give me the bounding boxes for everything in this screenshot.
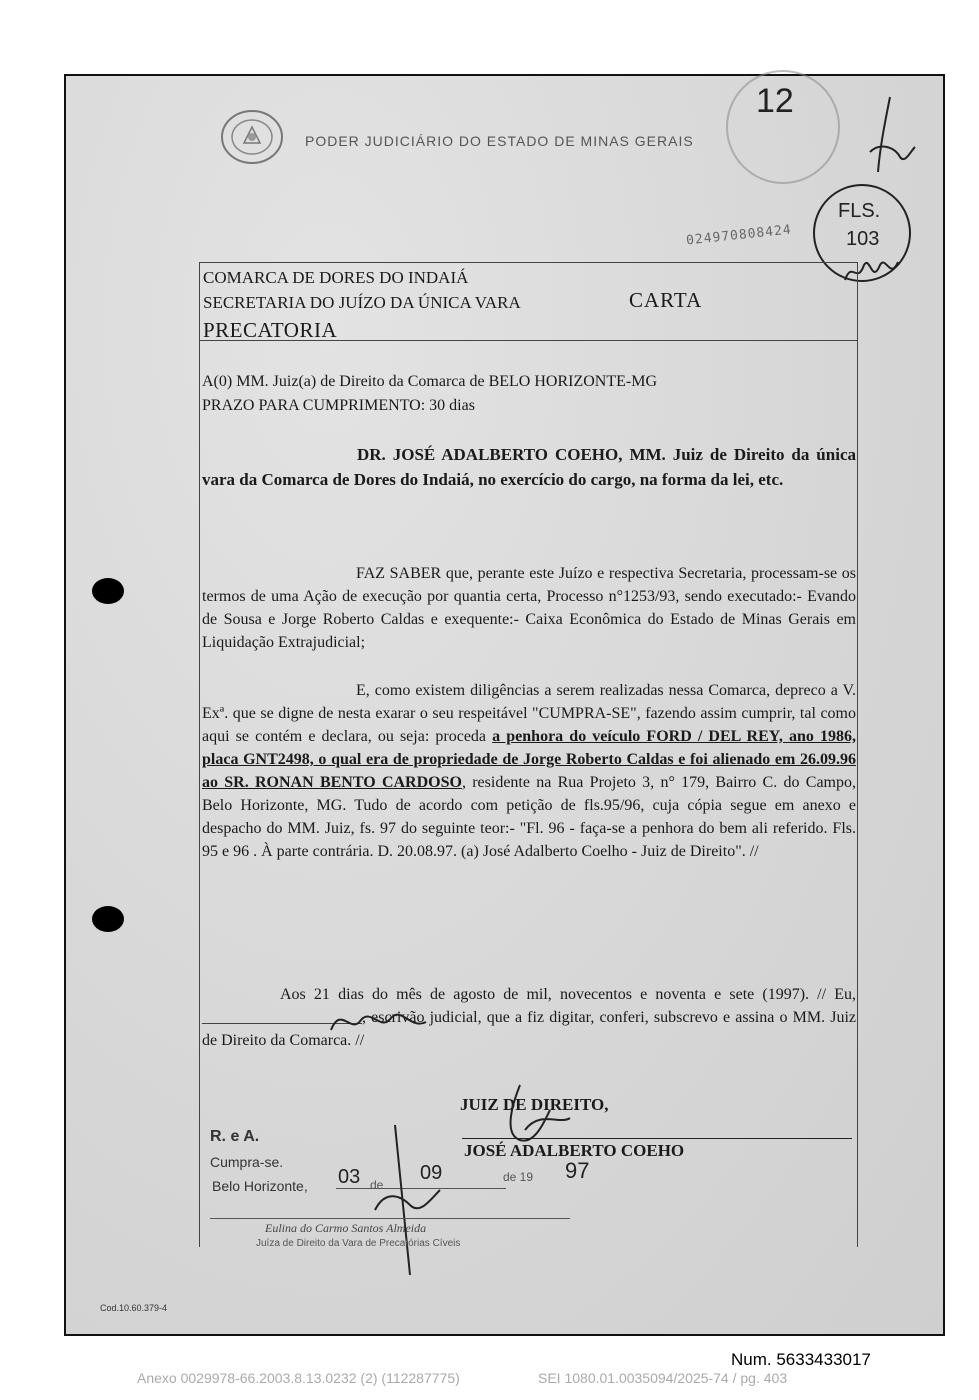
stamp-city: Belo Horizonte, <box>212 1178 308 1194</box>
coat-of-arms-icon <box>218 107 286 167</box>
form-code: Cod.10.60.379-4 <box>100 1303 168 1313</box>
sei-reference: SEI 1080.01.0035094/2025-74 / pg. 403 <box>538 1370 788 1386</box>
stamp-month: 09 <box>420 1162 443 1184</box>
paragraph-deprecate <box>202 679 856 863</box>
stamp-day: 03 <box>338 1166 361 1188</box>
stamp-de-19: de 19 <box>503 1170 534 1184</box>
carta-label: CARTA <box>629 288 703 312</box>
judge-name: JOSÉ ADALBERTO COEHO <box>464 1141 685 1160</box>
punch-hole-top <box>92 578 124 604</box>
stamp-r-e-a: R. e A. <box>210 1128 260 1145</box>
signature-title: JUIZ DE DIREITO, <box>460 1095 609 1114</box>
barcode-number: 024970808424 <box>685 222 793 249</box>
stamp-cumpra-se: Cumpra-se. <box>210 1154 284 1170</box>
handwritten-page-number: 12 <box>756 82 794 120</box>
cumpra-signature <box>370 1120 450 1280</box>
stamp-year: 97 <box>565 1158 590 1183</box>
fls-label: FLS. <box>838 200 881 222</box>
addressee-line: A(0) MM. Juiz(a) de Direito da Comarca de BELO HORIZONTE-MG <box>202 373 657 390</box>
paragraph-deprecate-start: E, como existem diligências a serem realizadas nessa Comarca, depreco a V. Exª. que se digne de nesta exarar o seu respeitável "CUMPRA-SE", fazendo assim cumprir, tal como aqui se contém e declara, ou seja: proceda <box>202 682 856 745</box>
document-number: Num. 5633433017 <box>731 1350 871 1369</box>
stamp-de-1: de <box>370 1178 384 1192</box>
precatoria-label: PRECATORIA <box>203 318 338 342</box>
comarca-line: COMARCA DE DORES DO INDAIÁ <box>203 268 469 287</box>
penhora-highlight: a penhora do veículo FORD / DEL REY, ano 1986, placa GNT2498, o qual era de propriedade de Jorge Roberto Caldas e foi alienado em 26.09.96 ao SR. RONAN BENTO CARDOSO <box>202 728 857 791</box>
fls-number: 103 <box>846 228 880 250</box>
handwritten-initials <box>860 92 920 182</box>
deadline-line: PRAZO PARA CUMPRIMENTO: 30 dias <box>202 397 475 414</box>
secretaria-line: SECRETARIA DO JUÍZO DA ÚNICA VARA <box>203 293 521 312</box>
judge-signature <box>490 1080 590 1160</box>
court-header: PODER JUDICIÁRIO DO ESTADO DE MINAS GERAIS <box>305 133 694 149</box>
stamp-judge-line <box>210 1218 570 1219</box>
stamp-judge-role: Juíza de Direito da Vara de Precatórias Cíveis <box>256 1238 461 1249</box>
judge-intro: DR. JOSÉ ADALBERTO COEHO, MM. Juiz de Direito da única vara da Comarca de Dores do Indaiá, no exercício do cargo, na forma da lei, etc. <box>202 445 856 489</box>
paragraph-deprecate-end: , residente na Rua Projeto 3, n° 179, Bairro C. do Campo, Belo Horizonte, MG. Tudo de acordo com petição de fls.95/96, cuja cópia segue em anexo e despacho do MM. Juiz, fs. 97 do seguinte teor:- "Fl. 96 - faça-se a penhora do bem ali referido. Fls. 95 e 96 . À parte contrária. D. 20.08.97. (a) José Adalberto Coelho - Juiz de Direito". // <box>202 774 856 860</box>
punch-hole-bottom <box>92 906 124 932</box>
stamp-judge-name: Eulina do Carmo Santos Almeida <box>265 1221 427 1235</box>
escrivao-signature <box>326 1000 436 1040</box>
closing-paragraph: Aos 21 dias do mês de agosto de mil, novecentos e noventa e sete (1997). // Eu, ____________________, escrivão judicial, que a fiz digitar, conferi, subscrevo e assina o MM. Juiz de Direito da Comarca. // <box>202 986 856 1049</box>
paragraph-faz-saber: FAZ SABER que, perante este Juízo e respectiva Secretaria, processam-se os termos de uma Ação de execução por quantia certa, Processo n°1253/93, sendo executado:- Evando de Sousa e Jorge Roberto Caldas e exequente:- Caixa Econômica do Estado de Minas Gerais em Liquidação Extrajudicial; <box>202 565 856 651</box>
annex-reference: Anexo 0029978-66.2003.8.13.0232 (2) (112287775) <box>137 1370 460 1386</box>
